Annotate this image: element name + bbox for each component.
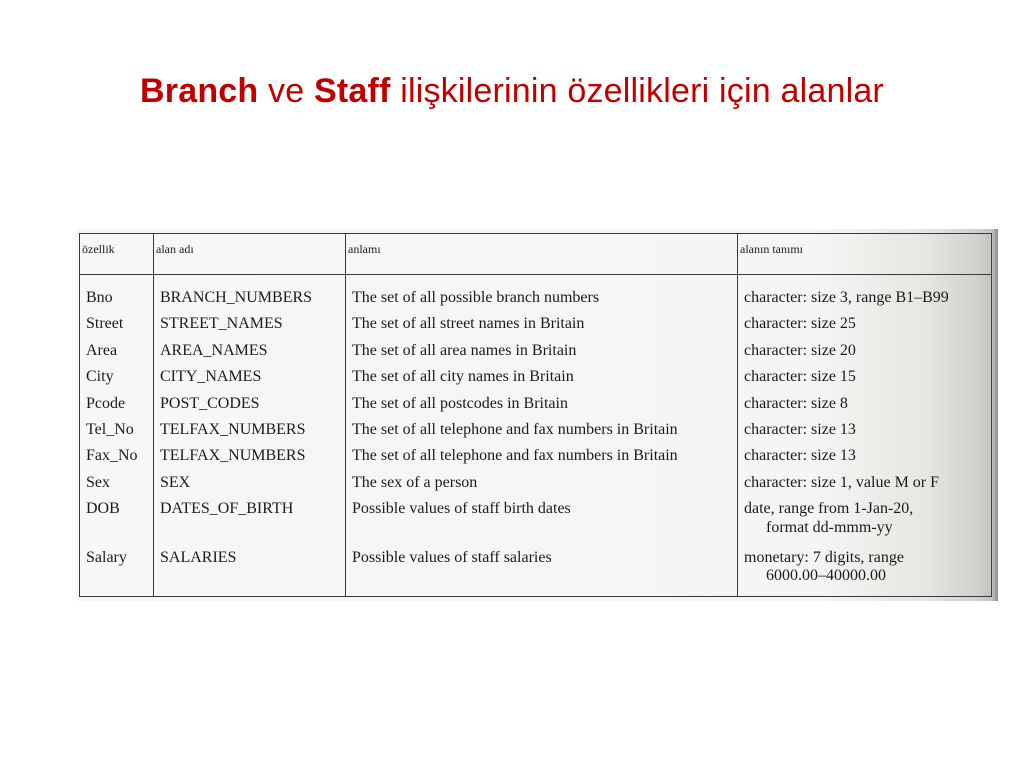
domain-name-cell: TELFAX_NUMBERS — [160, 447, 306, 465]
definition-cell: character: size 20 — [744, 341, 856, 359]
definition-column — [738, 275, 992, 597]
domain-name-cell: POST_CODES — [160, 394, 260, 412]
meaning-cell: The set of all postcodes in Britain — [352, 394, 568, 412]
definition-cell: character: size 25 — [744, 315, 856, 333]
meaning-cell: Possible values of staff salaries — [352, 548, 552, 566]
attribute-domain-table — [79, 233, 992, 597]
attribute-column — [80, 275, 154, 597]
title-connector: ve — [258, 72, 314, 110]
header-meaning: anlamı — [346, 234, 738, 275]
meaning-cell: The sex of a person — [352, 473, 478, 491]
domain-name-column — [154, 275, 346, 597]
meaning-cell: The set of all city names in Britain — [352, 368, 574, 386]
meaning-cell: The set of all telephone and fax numbers in Britain — [352, 421, 678, 439]
domain-name-cell: AREA_NAMES — [160, 341, 268, 359]
title-rest: ilişkilerinin özellikleri için alanlar — [390, 72, 884, 110]
scanned-table-image — [76, 229, 998, 601]
definition-cell: character: size 15 — [744, 368, 856, 386]
header-domain-definition: alanın tanımı — [738, 234, 992, 275]
domain-name-cell: SALARIES — [160, 548, 237, 566]
meaning-column — [346, 275, 738, 597]
definition-cell: character: size 8 — [744, 394, 848, 412]
header-attribute: özellik — [80, 234, 154, 275]
meaning-cell: Possible values of staff birth dates — [352, 500, 571, 518]
meaning-cell: The set of all street names in Britain — [352, 315, 585, 333]
attribute-cell: Tel_No — [86, 421, 134, 439]
definition-cell-continued: format dd-mmm-yy — [766, 518, 893, 536]
domain-name-cell: SEX — [160, 473, 191, 491]
definition-cell: character: size 13 — [744, 447, 856, 465]
meaning-cell: The set of all area names in Britain — [352, 341, 577, 359]
definition-cell: date, range from 1-Jan-20, — [744, 500, 914, 518]
meaning-cell: The set of all possible branch numbers — [352, 289, 600, 306]
domain-name-cell: CITY_NAMES — [160, 368, 262, 386]
table-header-row — [80, 234, 992, 275]
attribute-cell: DOB — [86, 500, 120, 518]
attribute-cell: Bno — [86, 289, 113, 306]
title-branch: Branch — [140, 72, 259, 110]
attribute-cell: Pcode — [86, 394, 126, 412]
attribute-cell: Area — [86, 341, 118, 359]
attribute-cell: Street — [86, 315, 124, 333]
definition-cell: character: size 3, range B1–B99 — [744, 289, 949, 306]
definition-cell: character: size 13 — [744, 421, 856, 439]
header-domain-name: alan adı — [154, 234, 346, 275]
domain-name-cell: TELFAX_NUMBERS — [160, 421, 306, 439]
meaning-cell: The set of all telephone and fax numbers in Britain — [352, 447, 678, 465]
definition-cell-continued: 6000.00–40000.00 — [766, 567, 886, 585]
title-staff: Staff — [313, 72, 391, 110]
attribute-cell: Fax_No — [86, 447, 138, 465]
attribute-cell: Sex — [86, 473, 110, 491]
definition-cell: monetary: 7 digits, range — [744, 548, 904, 566]
domain-name-cell: DATES_OF_BIRTH — [160, 500, 294, 518]
table-body — [80, 275, 992, 597]
attribute-cell: City — [86, 368, 114, 386]
domain-name-cell: STREET_NAMES — [160, 315, 283, 333]
definition-cell: character: size 1, value M or F — [744, 473, 940, 491]
attribute-cell: Salary — [86, 548, 127, 566]
domain-name-cell: BRANCH_NUMBERS — [160, 289, 313, 306]
slide-title — [0, 72, 1024, 111]
